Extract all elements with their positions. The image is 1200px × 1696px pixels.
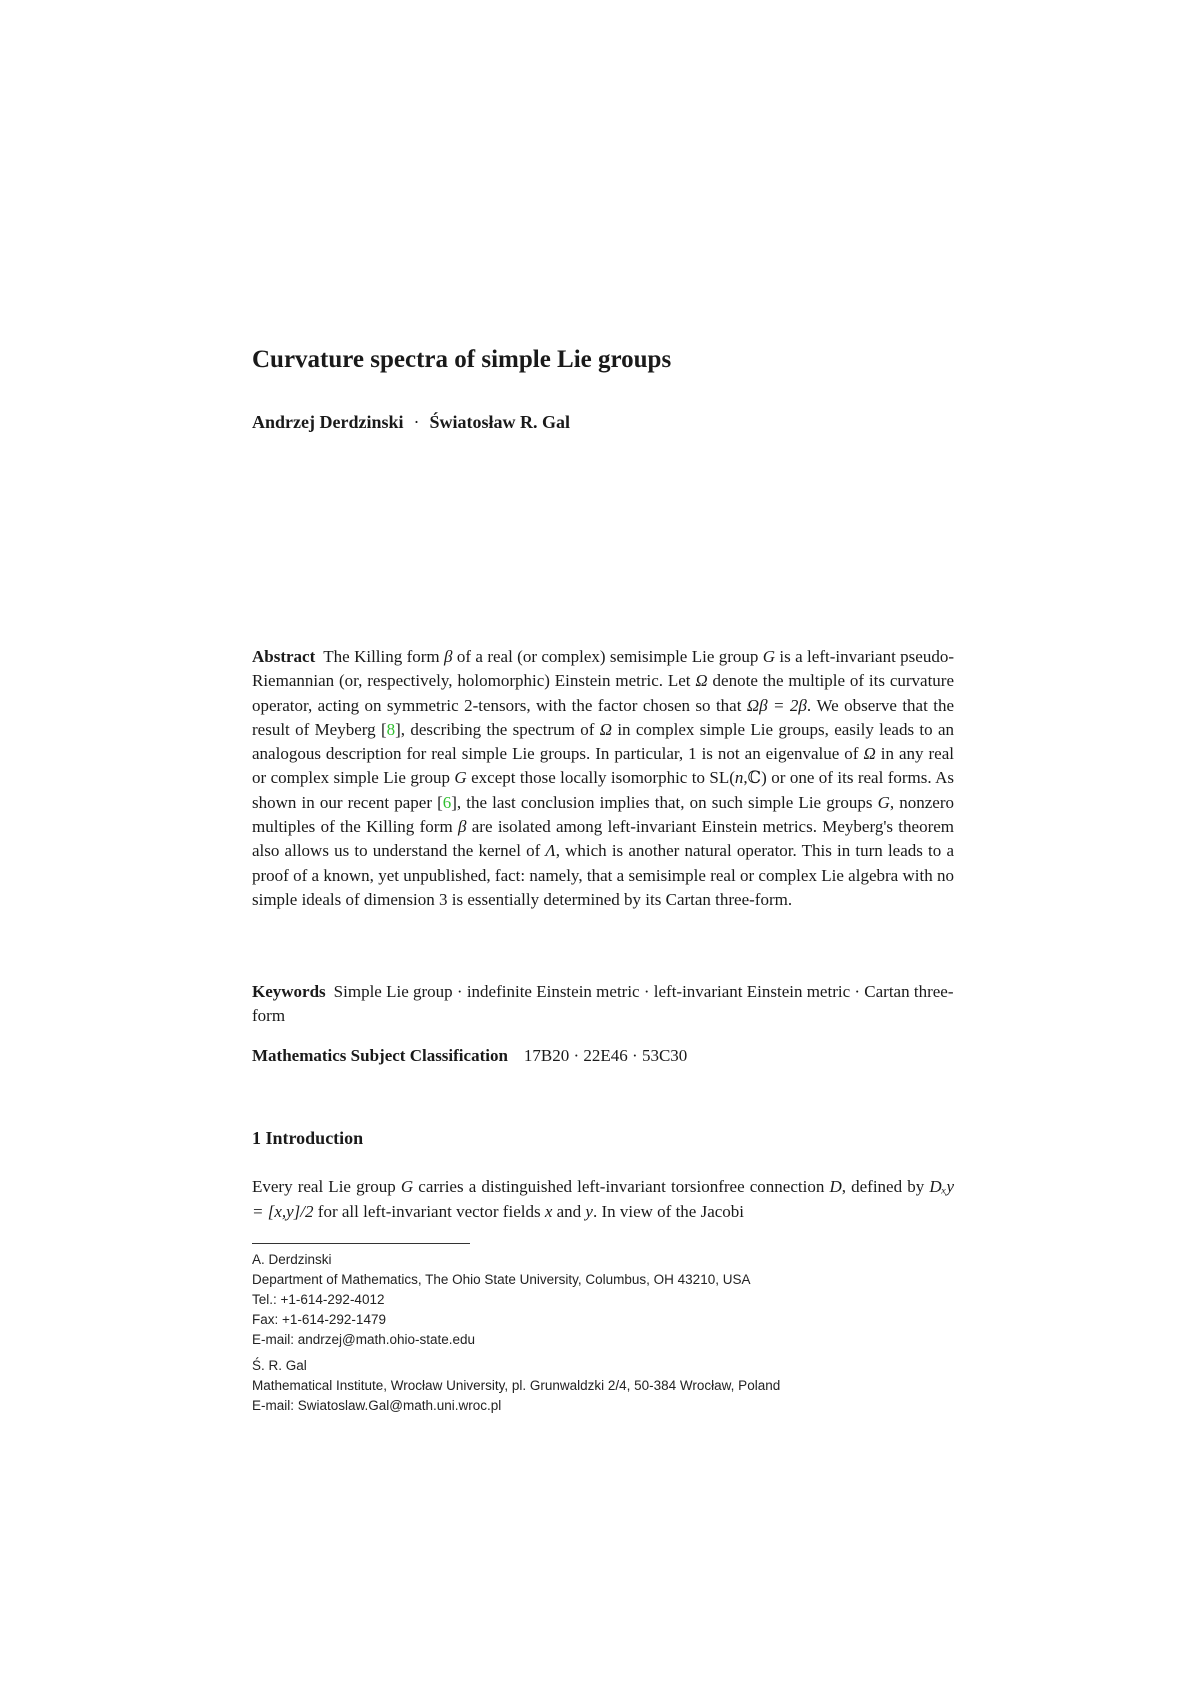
math-G: G <box>877 792 890 812</box>
math-G: G <box>454 768 467 788</box>
abstract-text: is a left-invariant pseudo-Riemannian (or, respectively, holomorphic) Einstein metric. Let <box>252 647 954 691</box>
abstract-text: in complex simple Lie groups, easily leads to an analogous description for real simple Lie groups. In particular, 1 is not an eigenvalue of <box>252 719 955 764</box>
math-D: D <box>829 1177 842 1196</box>
abstract-text: of a real (or complex) semisimple Lie group <box>452 647 763 666</box>
body-text: , defined by <box>841 1177 930 1196</box>
body-text: carries a distinguished left-invariant torsionfree connection <box>413 1177 830 1196</box>
abstract-text: ], the last conclusion implies that, on such simple Lie groups <box>451 792 878 812</box>
math-omega: Ω <box>599 719 612 739</box>
body-text: and <box>552 1202 586 1221</box>
math-n: n <box>734 768 744 788</box>
abstract-text: except those locally isomorphic to SL( <box>466 768 735 788</box>
affiliation-dept: Department of Mathematics, The Ohio State University, Columbus, OH 43210, USA <box>252 1272 751 1287</box>
math-omega: Ω <box>695 671 708 691</box>
author-name: Andrzej Derdzinski <box>252 412 404 432</box>
affiliation-email[interactable]: E-mail: andrzej@math.ohio-state.edu <box>252 1332 476 1347</box>
abstract <box>252 645 954 912</box>
affiliation-dept: Mathematical Institute, Wrocław University, pl. Grunwaldzki 2/4, 50-384 Wrocław, Poland <box>252 1378 781 1393</box>
math-y: y <box>585 1202 593 1221</box>
section-body <box>252 1174 954 1224</box>
math-equation: Ωβ = 2β <box>746 695 807 715</box>
abstract-text: denote the multiple of its curvature operator, acting on symmetric 2-tensors, with the factor chosen so that <box>252 671 955 715</box>
author-separator: · <box>413 412 420 432</box>
math-G: G <box>762 647 776 666</box>
author-list <box>252 412 570 433</box>
keywords-label: Keywords <box>252 982 326 1001</box>
affiliation-name: Ś. R. Gal <box>252 1358 307 1373</box>
math-G: G <box>400 1177 414 1196</box>
math-lambda: Λ <box>545 841 556 861</box>
abstract-text: , which is another natural operator. This in turn leads to a proof of a known, yet unpublished, fact: namely, that a semisimple real or complex Lie algebra with no simple ideals of dimension 3 is essentially determined by its Cartan three-form. <box>252 841 954 909</box>
abstract-text: ], describing the spectrum of <box>395 719 600 739</box>
citation-link[interactable]: 6 <box>442 792 452 812</box>
subject-classification <box>252 1044 954 1068</box>
affiliation-email[interactable]: E-mail: Swiatoslaw.Gal@math.uni.wroc.pl <box>252 1398 502 1413</box>
math-beta: β <box>457 817 467 837</box>
msc-label: Mathematics Subject Classification <box>252 1046 508 1065</box>
abstract-label: Abstract <box>252 647 316 666</box>
abstract-text: are isolated among left-invariant Einstein metrics. Meyberg's theorem also allows us to understand the kernel of <box>252 817 955 861</box>
abstract-text: in any real or complex simple Lie group <box>252 744 954 788</box>
keywords-text: Simple Lie group · indefinite Einstein metric · left-invariant Einstein metric · Cartan three-form <box>252 982 954 1025</box>
msc-codes: 17B20 · 22E46 · 53C30 <box>523 1046 688 1065</box>
footnote-rule <box>252 1243 470 1244</box>
body-text: for all left-invariant vector fields <box>313 1202 545 1221</box>
body-text: . In view of the Jacobi <box>592 1202 745 1221</box>
math-formula: Dₓy = [x,y]/2 <box>252 1177 954 1221</box>
paper-title: Curvature spectra of simple Lie groups <box>252 346 672 373</box>
section-heading: 1 Introduction <box>252 1128 364 1148</box>
affiliation-block <box>252 1250 954 1350</box>
abstract-text: The Killing form <box>323 647 445 666</box>
affiliation-tel: Tel.: +1-614-292-4012 <box>252 1292 385 1307</box>
affiliation-block <box>252 1356 954 1416</box>
affiliation-fax: Fax: +1-614-292-1479 <box>252 1312 386 1327</box>
keywords <box>252 980 954 1028</box>
math-x: x <box>544 1202 553 1221</box>
math-omega: Ω <box>863 744 876 764</box>
abstract-text: , nonzero multiples of the Killing form <box>252 792 954 837</box>
author-name: Światosław R. Gal <box>429 412 571 432</box>
math-beta: β <box>444 647 453 666</box>
body-text: Every real Lie group <box>252 1177 401 1196</box>
abstract-text: ,ℂ) or one of its real forms. As shown in our recent paper [ <box>252 768 955 812</box>
affiliation-name: A. Derdzinski <box>252 1252 332 1267</box>
abstract-text: . We observe that the result of Meyberg [ <box>252 695 954 739</box>
citation-link[interactable]: 8 <box>386 719 396 739</box>
